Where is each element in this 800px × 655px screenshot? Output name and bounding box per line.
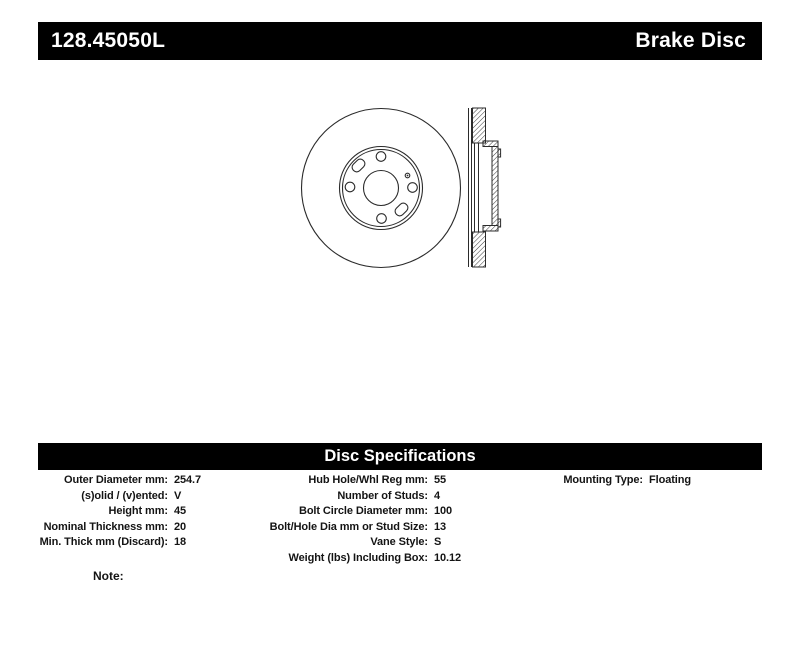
spec-label: Weight (lbs) Including Box: xyxy=(288,551,428,564)
hub-slot xyxy=(350,157,366,173)
spec-value: S xyxy=(434,536,442,548)
hat-top-arm-hatched xyxy=(483,141,498,147)
part-number: 128.45050L xyxy=(51,29,166,52)
spec-label: Bolt/Hole Dia mm or Stud Size: xyxy=(269,520,428,533)
spec-column-dimensions xyxy=(30,473,201,551)
spec-row xyxy=(260,520,461,536)
brake-disc-technical-drawing xyxy=(280,85,520,285)
spec-label: Outer Diameter mm: xyxy=(64,474,168,486)
disc-outer-edge xyxy=(302,109,461,268)
spec-label: Bolt Circle Diameter mm: xyxy=(298,505,428,517)
spec-section-header xyxy=(38,443,762,470)
hat-flange-lip xyxy=(498,149,501,157)
stud-hole xyxy=(377,214,387,224)
spec-row xyxy=(260,551,461,567)
spec-section-title: Disc Specifications xyxy=(324,447,476,465)
spec-value: 4 xyxy=(434,489,441,502)
spec-label: Height mm: xyxy=(108,505,168,517)
spec-label: (s)olid / (v)ented: xyxy=(81,489,168,502)
spec-value: 254.7 xyxy=(174,474,202,486)
spec-label: Vane Style: xyxy=(370,536,428,548)
rim-section-hatched xyxy=(473,232,486,267)
product-type: Brake Disc xyxy=(635,29,746,52)
spec-value: Floating xyxy=(649,474,691,486)
stud-hole xyxy=(408,183,418,193)
hat-flange-lip xyxy=(498,219,501,227)
spec-row xyxy=(30,473,201,489)
note-label: Note: xyxy=(93,569,124,583)
center-hub-hole xyxy=(364,171,399,206)
hat-bottom-arm-hatched xyxy=(483,226,498,232)
hub-outer-circle xyxy=(340,147,423,230)
spec-value: 45 xyxy=(174,505,187,517)
spec-label: Number of Studs: xyxy=(337,489,428,502)
stud-hole xyxy=(376,152,386,162)
spec-column-mounting xyxy=(480,473,691,489)
hat-wall-hatched xyxy=(492,147,498,226)
spec-value: V xyxy=(174,489,182,502)
alignment-pin-hole-center xyxy=(407,175,409,177)
spec-value: 20 xyxy=(174,520,187,533)
spec-row xyxy=(260,504,461,520)
spec-label: Min. Thick mm (Discard): xyxy=(39,536,168,548)
spec-label: Hub Hole/Whl Reg mm: xyxy=(308,474,428,486)
title-bar xyxy=(38,22,762,60)
spec-row xyxy=(260,473,461,489)
brake-disc-cross-section-view xyxy=(469,108,501,267)
rim-section-hatched xyxy=(473,108,486,143)
spec-row xyxy=(260,535,461,551)
hub-slot xyxy=(393,201,409,217)
spec-row xyxy=(30,535,201,551)
spec-value: 100 xyxy=(434,505,453,517)
spec-value: 13 xyxy=(434,520,447,533)
spec-row xyxy=(30,489,201,505)
spec-row xyxy=(30,520,201,536)
spec-row xyxy=(260,489,461,505)
spec-value: 18 xyxy=(174,536,187,548)
spec-value: 10.12 xyxy=(434,551,462,564)
spec-label: Mounting Type: xyxy=(563,474,643,486)
spec-value: 55 xyxy=(434,474,447,486)
spec-label: Nominal Thickness mm: xyxy=(43,520,168,533)
spec-row xyxy=(480,473,691,489)
spec-column-hub-studs xyxy=(260,473,461,566)
stud-hole xyxy=(345,182,355,192)
brake-disc-front-view xyxy=(302,109,461,268)
spec-row xyxy=(30,504,201,520)
